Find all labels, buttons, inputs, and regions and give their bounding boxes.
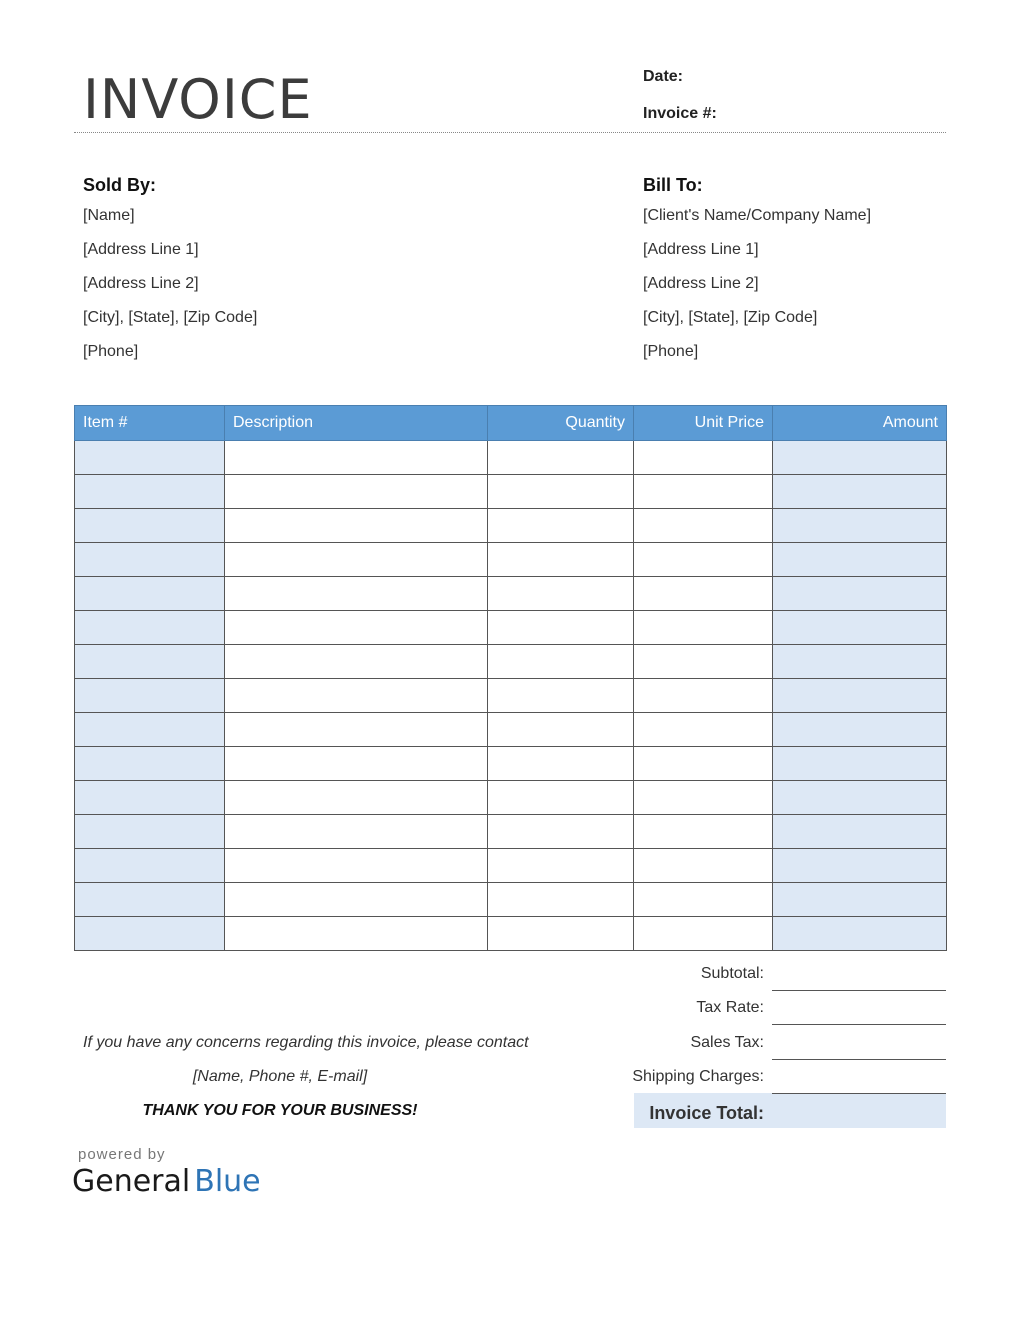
bill-to-heading: Bill To:	[643, 175, 703, 195]
quantity-cell[interactable]	[488, 509, 634, 543]
unit-price-cell[interactable]	[634, 645, 773, 679]
amount-cell[interactable]	[773, 679, 947, 713]
quantity-cell[interactable]	[488, 611, 634, 645]
sold-by-city-state-zip: [City], [State], [Zip Code]	[83, 309, 258, 326]
item-number-cell[interactable]	[75, 713, 225, 747]
table-row	[75, 611, 947, 645]
sold-by-address-1: [Address Line 1]	[83, 241, 199, 258]
table-row	[75, 441, 947, 475]
table-row	[75, 815, 947, 849]
quantity-cell[interactable]	[488, 543, 634, 577]
quantity-cell[interactable]	[488, 577, 634, 611]
description-cell[interactable]	[225, 849, 488, 883]
amount-cell[interactable]	[773, 645, 947, 679]
subtotal-row	[600, 957, 946, 991]
items-table	[74, 405, 947, 951]
invoice-total-label: Invoice Total:	[649, 1103, 764, 1123]
sold-by-section	[83, 174, 423, 376]
description-cell[interactable]	[225, 679, 488, 713]
unit-price-cell[interactable]	[634, 917, 773, 951]
unit-price-cell[interactable]	[634, 611, 773, 645]
table-row	[75, 543, 947, 577]
unit-price-cell[interactable]	[634, 441, 773, 475]
amount-cell[interactable]	[773, 577, 947, 611]
item-number-cell[interactable]	[75, 509, 225, 543]
description-cell[interactable]	[225, 747, 488, 781]
item-number-cell[interactable]	[75, 475, 225, 509]
items-body	[75, 441, 947, 951]
date-label: Date:	[643, 68, 684, 85]
contact-placeholder: [Name, Phone #, E-mail]	[192, 1068, 368, 1085]
invoice-number-label: Invoice #:	[643, 105, 717, 122]
amount-cell[interactable]	[773, 849, 947, 883]
item-number-cell[interactable]	[75, 543, 225, 577]
amount-cell[interactable]	[773, 441, 947, 475]
quantity-cell[interactable]	[488, 815, 634, 849]
header-divider	[74, 132, 946, 133]
description-cell[interactable]	[225, 577, 488, 611]
table-row	[75, 577, 947, 611]
tax-rate-row	[600, 991, 946, 1025]
unit-price-cell[interactable]	[634, 815, 773, 849]
column-description: Description	[225, 406, 488, 441]
concerns-note: If you have any concerns regarding this invoice, please contact	[83, 1034, 529, 1051]
description-cell[interactable]	[225, 611, 488, 645]
subtotal-field[interactable]	[772, 957, 946, 991]
quantity-cell[interactable]	[488, 679, 634, 713]
unit-price-cell[interactable]	[634, 679, 773, 713]
table-row	[75, 713, 947, 747]
item-number-cell[interactable]	[75, 611, 225, 645]
tax-rate-field[interactable]	[772, 991, 946, 1025]
amount-cell[interactable]	[773, 509, 947, 543]
sold-by-phone: [Phone]	[83, 343, 139, 360]
description-cell[interactable]	[225, 509, 488, 543]
shipping-field[interactable]	[772, 1060, 946, 1094]
description-cell[interactable]	[225, 475, 488, 509]
description-cell[interactable]	[225, 713, 488, 747]
bill-to-phone: [Phone]	[643, 343, 699, 360]
item-number-cell[interactable]	[75, 781, 225, 815]
bill-to-address-2: [Address Line 2]	[643, 275, 759, 292]
amount-cell[interactable]	[773, 747, 947, 781]
unit-price-cell[interactable]	[634, 883, 773, 917]
quantity-cell[interactable]	[488, 441, 634, 475]
table-row	[75, 747, 947, 781]
unit-price-cell[interactable]	[634, 747, 773, 781]
table-row	[75, 781, 947, 815]
sales-tax-field[interactable]	[772, 1026, 946, 1060]
description-cell[interactable]	[225, 815, 488, 849]
invoice-title: INVOICE	[83, 68, 313, 131]
shipping-label: Shipping Charges:	[632, 1068, 764, 1085]
item-number-cell[interactable]	[75, 679, 225, 713]
tax-rate-label: Tax Rate:	[696, 999, 764, 1016]
quantity-cell[interactable]	[488, 781, 634, 815]
bill-to-city-state-zip: [City], [State], [Zip Code]	[643, 309, 818, 326]
unit-price-cell[interactable]	[634, 713, 773, 747]
table-row	[75, 883, 947, 917]
column-unit-price: Unit Price	[634, 406, 773, 441]
item-number-cell[interactable]	[75, 747, 225, 781]
item-number-cell[interactable]	[75, 577, 225, 611]
description-cell[interactable]	[225, 781, 488, 815]
table-row	[75, 849, 947, 883]
item-number-cell[interactable]	[75, 645, 225, 679]
unit-price-cell[interactable]	[634, 781, 773, 815]
column-item-number: Item #	[75, 406, 225, 441]
amount-cell[interactable]	[773, 475, 947, 509]
amount-cell[interactable]	[773, 917, 947, 951]
column-amount: Amount	[773, 406, 947, 441]
quantity-cell[interactable]	[488, 645, 634, 679]
powered-by-text: powered by	[78, 1146, 166, 1163]
items-header-row	[75, 406, 947, 441]
bill-to-address-1: [Address Line 1]	[643, 241, 759, 258]
quantity-cell[interactable]	[488, 883, 634, 917]
description-cell[interactable]	[225, 543, 488, 577]
sold-by-name: [Name]	[83, 207, 135, 224]
item-number-cell[interactable]	[75, 917, 225, 951]
brand-general: General	[72, 1164, 191, 1199]
quantity-cell[interactable]	[488, 475, 634, 509]
quantity-cell[interactable]	[488, 849, 634, 883]
amount-cell[interactable]	[773, 781, 947, 815]
amount-cell[interactable]	[773, 713, 947, 747]
unit-price-cell[interactable]	[634, 543, 773, 577]
table-row	[75, 475, 947, 509]
table-row	[75, 679, 947, 713]
description-cell[interactable]	[225, 645, 488, 679]
brand-blue: Blue	[194, 1164, 261, 1199]
bill-to-section	[643, 174, 983, 376]
table-row	[75, 645, 947, 679]
amount-cell[interactable]	[773, 543, 947, 577]
table-row	[75, 509, 947, 543]
invoice-total-row	[600, 1094, 946, 1128]
shipping-row	[600, 1060, 946, 1094]
description-cell[interactable]	[225, 883, 488, 917]
quantity-cell[interactable]	[488, 917, 634, 951]
unit-price-cell[interactable]	[634, 509, 773, 543]
unit-price-cell[interactable]	[634, 849, 773, 883]
sales-tax-label: Sales Tax:	[690, 1034, 764, 1051]
quantity-cell[interactable]	[488, 713, 634, 747]
amount-cell[interactable]	[773, 611, 947, 645]
column-quantity: Quantity	[488, 406, 634, 441]
table-row	[75, 917, 947, 951]
item-number-cell[interactable]	[75, 441, 225, 475]
sold-by-address-2: [Address Line 2]	[83, 275, 199, 292]
thank-you-message: THANK YOU FOR YOUR BUSINESS!	[142, 1102, 418, 1119]
unit-price-cell[interactable]	[634, 577, 773, 611]
item-number-cell[interactable]	[75, 849, 225, 883]
unit-price-cell[interactable]	[634, 475, 773, 509]
bill-to-name: [Client's Name/Company Name]	[643, 207, 872, 224]
subtotal-label: Subtotal:	[700, 965, 764, 982]
description-cell[interactable]	[225, 917, 488, 951]
description-cell[interactable]	[225, 441, 488, 475]
amount-cell[interactable]	[773, 815, 947, 849]
quantity-cell[interactable]	[488, 747, 634, 781]
generalblue-logo	[72, 1164, 261, 1199]
item-number-cell[interactable]	[75, 815, 225, 849]
sales-tax-row	[600, 1026, 946, 1060]
sold-by-heading: Sold By:	[83, 175, 157, 195]
amount-cell[interactable]	[773, 883, 947, 917]
item-number-cell[interactable]	[75, 883, 225, 917]
